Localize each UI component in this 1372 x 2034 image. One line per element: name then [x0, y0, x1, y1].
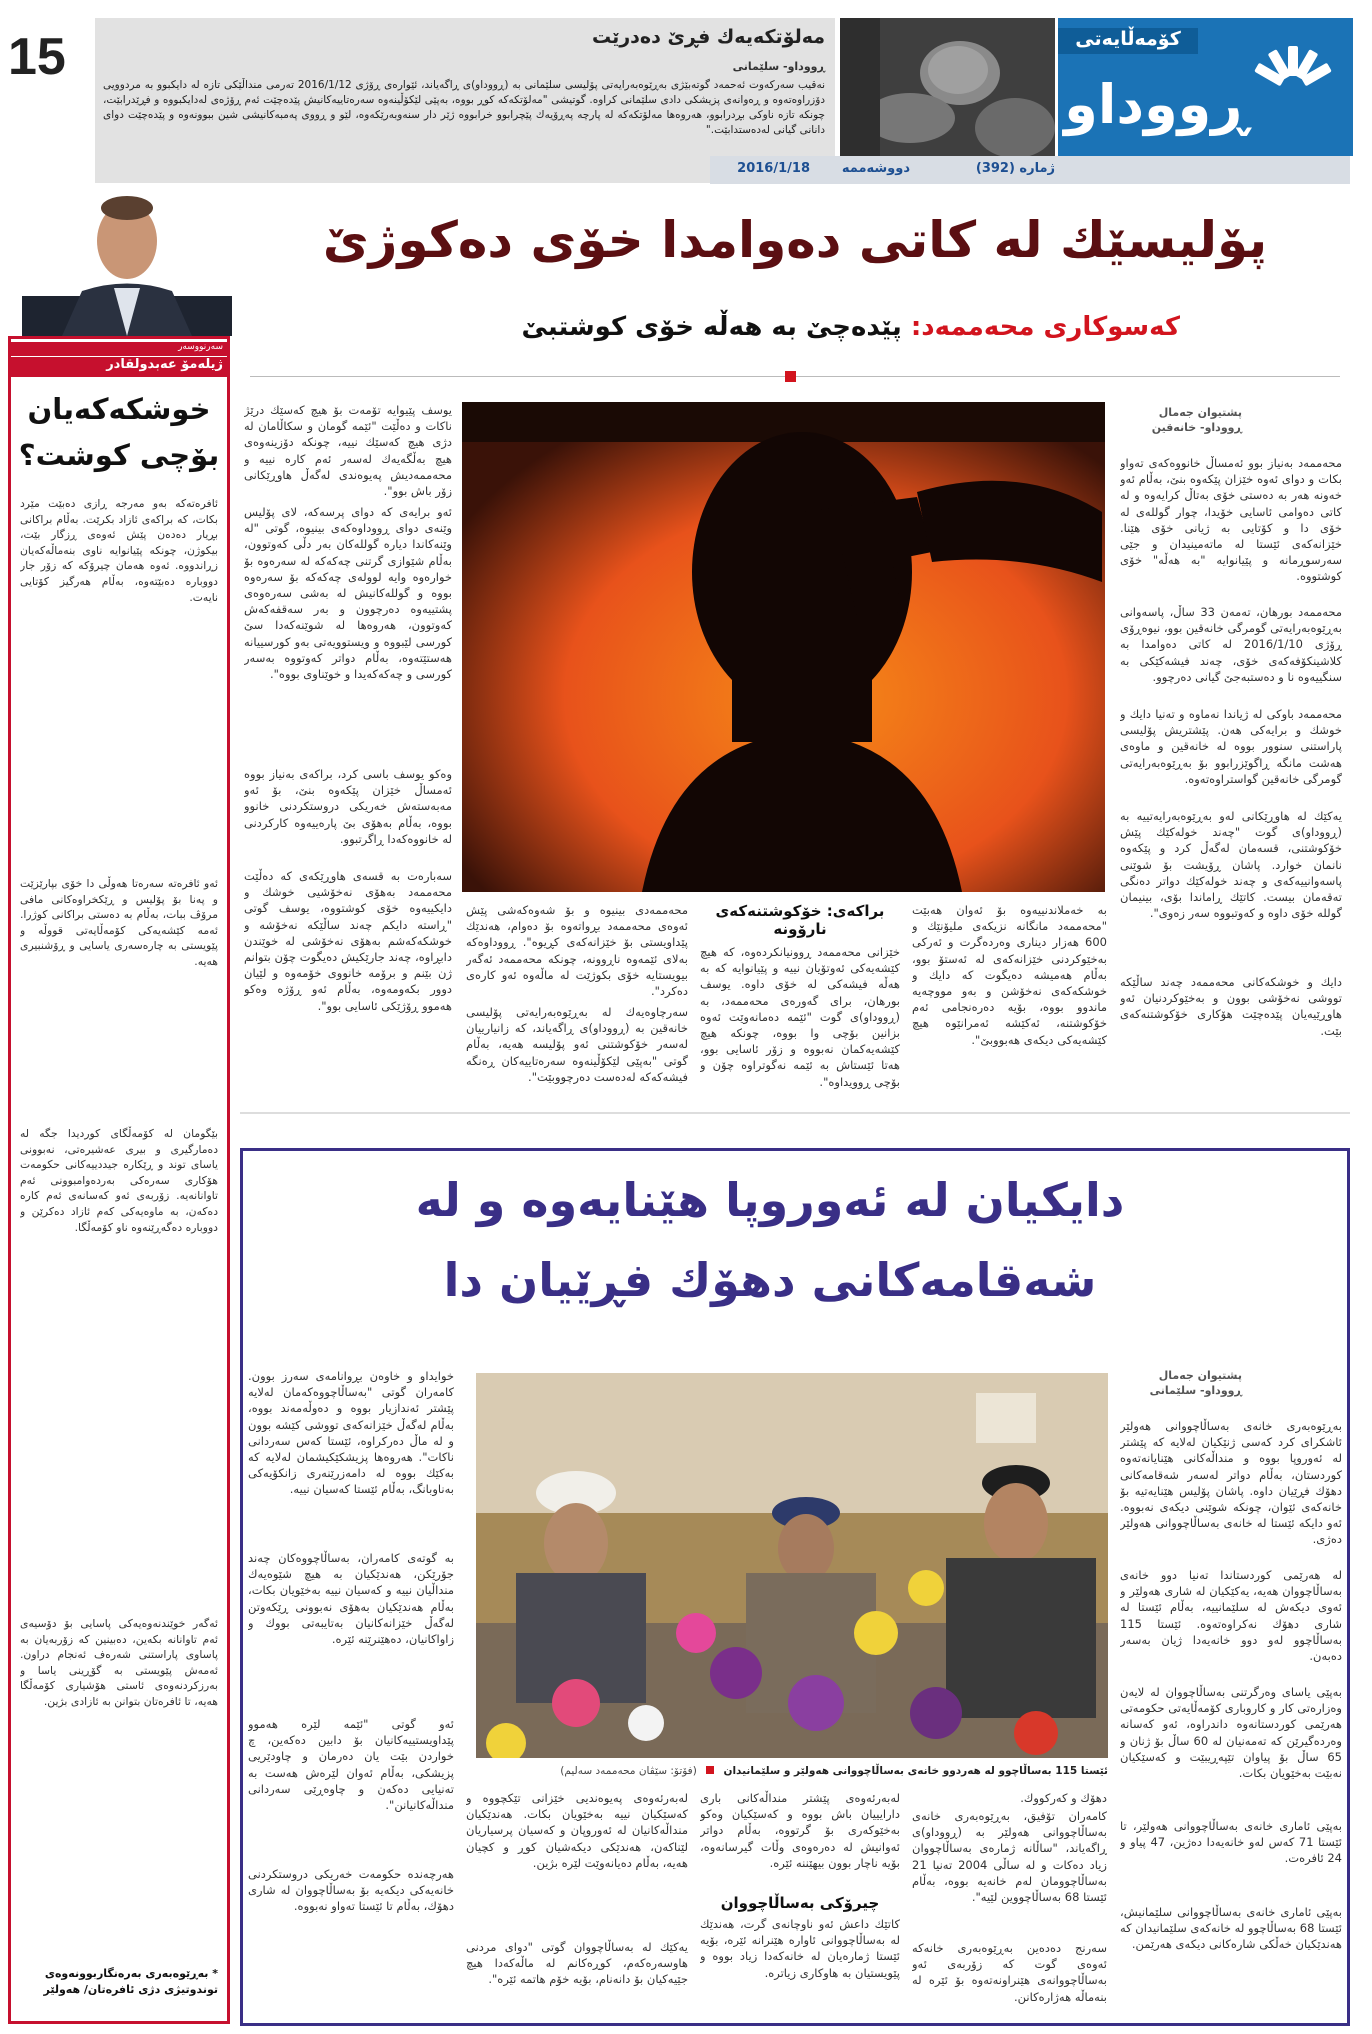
byline-name: پشتیوان جەمال [1158, 1369, 1242, 1382]
paragraph: كامەران تۆفیق، بەڕێوەبەری خانەی بەساڵاچووانی هەولێر بە (ڕووداو)ی ڕاگەیاند، "ساڵانە ژمارەی بەساڵاچووان زیاد دەكات و لە ساڵی 2004 تەنیا 21 بەساڵاچوومان لەم خانەیە بووە، بەڵام ئێستا 68 بەساڵاچووین لێیە". [912, 1809, 1107, 1905]
paragraph: كاتێك داعش ئەو ناوچانەی گرت، هەندێك لە بەساڵاچووانی ئاوارە هێنرانە ئێرە، بۆیە ئێستا ژمارەیان لە خانەكەدا زیاد بووە و پێویستیان بە هاوكاری زیاترە. [700, 1917, 900, 1980]
story1-column-4 [466, 902, 688, 1094]
paragraph: سەرچاوەیەك لە بەڕێوەبەرایەتی پۆلیسی خانەقین بە (ڕووداو)ی ڕاگەیاند، كە زانیارییان لەسەر خۆكوشتنی ئەو پۆلیسە هەیە، بەڵام گوتی "بەپێی لێكۆڵینەوە سەرەتاییەكان ڕەنگە فیشەكەكە لەدەست دەرچووبێت". [466, 1005, 688, 1084]
paragraph: یەكێك لە بەساڵاچووان گوتی "دوای مردنی هاوسەرەكەم، كوڕەكانم لە ماڵەكەدا هیچ جێیەكیان بۆ دانەنام، بۆیە خۆم هاتمە ئێرە". [466, 1940, 688, 1987]
column-paragraph: ئەو ئافرەتە سەرەتا هەوڵی دا خۆی بپارێزێت و پەنا بۆ پۆلیس و ڕێكخراوەكانی مافی مرۆڤ ببات، بەڵام بە دەستی براكانی كوژرا. ئەمە كێشەیەكی كۆمەڵایەتی قووڵە و پێویستی بە چارەسەری یاسایی و ڕۆشنبیری هەیە. [20, 877, 218, 968]
author-title: سەرنووسەر [11, 342, 227, 356]
paragraph: یوسف پێیوایە تۆمەت بۆ هیچ كەسێك درێژ ناكات و دەڵێت "ئێمە گومان و سكاڵامان لە دژی هیچ كەسێك نییە، چونكە دۆزینەوەی هیچ بەڵگەیەك لەسەر ئەم كارە نییە و محەممەدیش پەیوەندی لەگەڵ هاوڕێكانی زۆر باش بوو". [244, 403, 452, 499]
paragraph: خوایداو و خاوەن بڕوانامەی سەرز بوون. كامەران گوتی "بەساڵاچووەكەمان لەلایە پێشتر ئەندازیار بووە و دەوڵەمەند بووە، بەڵام لەگەڵ خێزانەكەی تووشی كێشە بوون و لە ماڵ دەركراوە، ئێستا كەس سەردانی ناكات". هەروەها پزیشكێكیشمان لەلایە كە بەكێك بووە لە دامەزرێنەری زانكۆیەكی بەناوبانگ، بەڵام ئێستا كەسیان نییە. [248, 1369, 454, 1497]
paragraph: بە گوتەی كامەران، بەساڵاچووەكان چەند جۆرێكن، هەندێكیان بە هیچ شێوەیەك منداڵیان نییە و كەسیان نییە بەخێویان بكات، بەڵام هەندێكیان بەهۆی نەبوونی ڕێكەوتن لەگەڵ خێزانەكانیان بەتایبەتی بووك و زاواكانیان، دەهێنرێنە ئێرە. [248, 1551, 454, 1647]
issue-date: 2016/1/18 [737, 161, 810, 176]
masthead [0, 0, 1372, 186]
issue-weekday: دووشەممە [841, 161, 910, 176]
photo-caption-mark [706, 1766, 714, 1774]
paragraph: سەبارەت بە قسەی هاوڕێكەی كە دەڵێت محەممەد بەهۆی نەخۆشیی خوشك و دایكییەوە خۆی كوشتووە، یوسف گوتی "ڕاستە دایكم چەند ساڵێكە نەخۆشە و خوشكەكەشم بەهۆی نەخۆشی لە خوێندن دابڕاوە، چەند جارێكیش دەیگوت چۆن بتوانم ژن بێنم و برۆمە خانووی خۆمەوە و لێیان دوور بكەومەوە، بەڵام ئەو ڕۆژە وەكو هەموو ڕۆژێكی ئاسایی بوو". [244, 869, 452, 1013]
column-paragraph: بێگومان لە كۆمەڵگای كوردیدا جگە لە دەمارگیری و بیری عەشیرەتی، نەبوونی یاسای توند و ڕێكارە جیددییەكانی حكومەت هۆكاری سەرەكی بەردەوامبوونی ئەم تاوانانەیە. زۆربەی ئەو كەسانەی ئەم كارە دەكەن، بە ماوەیەكی كەم ئازاد دەكرێن و دووبارە دەگەڕێنەوە ناو كۆمەڵگا. [20, 1127, 218, 1234]
column-paragraph: ئەگەر خوێندنەوەیەكی پاسایی بۆ دۆسیەی ئەم تاوانانە بكەین، دەبینین كە زۆربەیان بە پاساوی پاراستنی شەرەف ئەنجام دراون. ئەمەش پێویستی بە گۆڕینی یاسا و بەرزكردنەوەی ئاستی هۆشیاری كۆمەڵگا هەیە، تا ئافرەتان بتوانن بە ئازادی بژین. [20, 1617, 218, 1708]
story1-column-2 [912, 902, 1107, 1094]
author-name: ژیلەمۆ عەبدولقادر [11, 357, 227, 377]
paragraph: محەممەدی بینیوە و بۆ شەوەكەشی پێش ئەوەی محەممەد بڕواتەوە بۆ دەوام، هەندێك پێداویستی بۆ خێزانەكەی كڕیوە". ڕووداوەكە بەلای ئێمەوە ناڕوونە، چونكە محەممەد ئەگەر بیویستایە خۆی بكوژێت لە ماڵەوە ئەو كارەی دەكرد". [466, 903, 688, 999]
baby-photo [840, 18, 1055, 156]
paragraph: محەممەد بەنیاز بوو ئەمساڵ خانووەكەی تەواو بكات و دوای ئەوە خێزان پێكەوە بنێ، بەڵام ئەو خەونە هەر بە دەستی خۆی بەتاڵ كرایەوە و لە كاتی دەوامی ئاسایی خۆیدا، چوار گوللەی لە خۆی دا و كۆتایی بە ژیانی خۆی هێنا. خێزانەكەی ئێستا لە ماتەمینیدان و جێی سەرسوڕمانە و پێیانوایە "بە هەڵە" خۆی كوشتووە. [1120, 456, 1342, 584]
paragraph: لەبەرئەوەی پەیوەندیی خێزانی تێكچووە و كەسێكیان نییە بەخێویان بكات. هەندێكیان منداڵەكانیان لە ئەوروپان و كەسیان پرسیاریان لێناكەن، هەندێكی دیكەشیان كوڕ و كچیان هەیە، بەڵام دەیانەوێت لێرە بژین. [466, 1791, 688, 1870]
paragraph: یەكێك لە هاوڕێكانی لەو بەڕێوەبەرایەتییە بە (ڕووداو)ی گوت "چەند خولەكێك پێش خۆكوشتنی، قسەمان لەگەڵ كرد و پێكەوە نانمان خوارد. پاشان ڕۆیشت بۆ شوێنی پاسەوانییەكەی و چەند خولەكێك دواتر دەنگی تەقەمان بیست. كاتێك ڕاماندا بۆی، بینیمان گوللە خۆی داوە و كەوتبووە سەر زەوی". [1120, 809, 1342, 921]
paragraph: وەكو یوسف باسی كرد، براكەی بەنیاز بووە ئەمساڵ خێزان پێكەوە بنێ، بۆ ئەو مەبەستەش خەریكی دروستكردنی خانوو بووە، بەڵام بەهۆی بێ پارەییەوە كاركردنی لە خانووەكەدا ڕاگرتبوو. [244, 767, 452, 846]
top-story-byline: ڕووداو- سلێمانی [732, 60, 825, 73]
column-title: خوشكەكەیان بۆچی كوشت؟ [18, 392, 220, 472]
column-footer: * بەڕێوەبەری بەرەنگاربوونەوەی توندوتیژی دژی ئافرەتان/ هەولێر [43, 1967, 218, 1996]
paragraph: هەرچەندە حكومەت خەریكی دروستكردنی خانەیەكی دیكەیە بۆ بەساڵاچووان لە شاری دهۆك، بەڵام تا ئێستا تەواو نەبووە. [248, 1867, 454, 1914]
paragraph: بەپێی ئاماری خانەی بەساڵاچووانی هەولێر، تا ئێستا 71 كەس لەو خانەیەدا دەژین، 47 پیاو و 24 ئافرەت. [1120, 1819, 1342, 1866]
paragraph: محەممەد بورهان، تەمەن 33 ساڵ، پاسەوانی بەڕێوەبەرایەتی گومرگی خانەقین بوو، نیوەڕۆی ڕۆژی 2016/1/10 لە كاتی دەوامدا بە كلاشینكۆفەكەی خۆی، چەند فیشەكێكی بە سنگییەوە نا و دەستبەجێ گیانی دەرچوو. [1120, 605, 1342, 684]
brand-name: ڕووداو [1064, 73, 1248, 136]
story2-column-3 [700, 1790, 900, 2018]
paragraph: دایك و خوشكەكانی محەممەد چەند ساڵێكە تووشی نەخۆشی بوون و بەخێوكردنیان ئەو هاوڕێیەیان پێدەچێت هۆكاری خۆكوشتنەكەی بێت. [1120, 975, 1342, 1038]
photo-caption: ئێستا 115 بەساڵاچوو لە هەردوو خانەی بەساڵاچووانی هەولێر و سلێمانیدان [723, 1765, 1108, 1777]
column-paragraph: ئافرەتەكە بەو مەرجە ڕازی دەبێت مێرد بكات، كە براكەی ئازاد بكرێت. بەڵام براكانی بڕیار دەدەن پێش ئەوەی ڕزگار بێت، بیكوژن، چونكە پێیانوایە ناوی بنەماڵەكەیان زڕاندووە. ئەوە هەمان چیرۆكە كە زۆر جار دووبارە دەبێتەوە، بەڵام هەرگیز كۆتایی نایەت. [20, 497, 218, 604]
story2-byline [1120, 1368, 1242, 1402]
brand-logo [1058, 18, 1353, 156]
story2-divider [240, 1112, 1350, 1114]
top-story-body: نەقیب سەركەوت ئەحمەد گوتەبێژی بەڕێوەبەرایەتی پۆلیسی سلێمانی بە (ڕووداو)ی ڕاگەیاند، ئێوارەی ڕۆژی 2016/1/12 تەرمی منداڵێكی تازە لە دایكبوو بە مردوویی دۆزراوەتەوە و ڕەوانەی پزیشكی دادی سلێمانی كراوە. گوتیشی "مەلۆتكەكە كوڕ بووە، بەپێی لێكۆڵینەوە سەرەتاییەكانیش پێدەچێت ئەم ڕۆژەی لەدایكبووە و فڕێدرابێت، چونكە تازە ناوكی بڕدرابوو، هەروەها مەلۆتكەكە لە پارچە پەڕۆیەك پێچرابوو خرابووە ژێر دار سنەوبەرێكەوە، لێو و ڕووی پەمبەكانیشی شین ببوونەوە و پێدەچێت دوای دانانی گیانی لەدەستدابێت." [103, 79, 825, 136]
paragraph: سەرنج دەدەین بەڕێوەبەری خانەكە ئەوەی گوت كە زۆربەی ئەو بەساڵاچووانەی هێنراونەتەوە بۆ ئێرە لە بنەماڵە هەژارەكانن. [912, 1941, 1107, 2004]
issue-number: ژمارە (392) [975, 161, 1055, 176]
byline-place: ڕووداو- سلێمانی [1149, 1384, 1242, 1397]
paragraph: محەممەد باوكی لە ژیاندا نەماوە و تەنیا دایك و خوشك و برایەكی هەن. پێشتریش پۆلیسی پاراستنی سنوور بووە لە خانەقین و ماوەی هەشت مانگە ڕاگوێزرابوو بۆ بەڕێوەبەرایەتی گومرگی خانەقین گواستراوەتەوە. [1120, 707, 1342, 786]
byline-place: ڕووداو- خانەقین [1151, 421, 1242, 434]
paragraph: بە خەملاندنییەوە بۆ ئەوان هەبێت "محەممەد مانگانە نزیكەی ملیۆنێك و 600 هەزار دیناری وەردەگرت و ئەركی بەخێوكردنی خێزانەكەی لە ئەستۆ بوو، بەڵام هەمیشە دەیگوت كە دایك و خوشكەكەی نەخۆشن و بەو مووچەیە ماندوو بووە، بۆیە دەرەنجامی ئەم خۆكوشتنە، ئەكێشە ئەمرانێوە هیچ كێشەیەكی دیكەی هەبووبێ". [912, 903, 1107, 1047]
photo-credit: (فۆتۆ: سێڤان محەممەد سەلیم) [560, 1765, 697, 1777]
story2-column-4 [466, 1790, 688, 2018]
story1-byline [1120, 405, 1242, 439]
story2-column-right [1120, 1418, 1342, 2018]
story1-headline: پۆلیسێك لە كاتی دەوامدا خۆی دەكوژێ [322, 211, 1268, 269]
top-story-title: مەلۆتكەیەك فڕێ دەدرێت [591, 26, 825, 48]
story1-subhead [240, 308, 1180, 346]
paragraph: دهۆك و كەركووك. [1020, 1791, 1107, 1805]
subhead-text: پێدەچێ بە هەڵە خۆی كوشتبێ [521, 312, 902, 342]
story1-column-right [1120, 455, 1342, 1095]
paragraph: لەبەرئەوەی پێشتر منداڵەكانی باری دارایییان باش بووە و كەسێكیان وەكو بەخێوكەری بۆ گرتووە، بەڵام دواتر ئەوانیش لە دەرەوەی وڵات گیرسانەوە، بۆیە ناچار بوون بیهێننە ئێرە. [700, 1791, 900, 1870]
story1-photo [462, 402, 1105, 892]
paragraph: خێزانی محەممەد ڕوونیانكردەوە، كە هیچ كێشەیەكی ئەوتۆیان نییە و پێیانوایە كە بە هەڵە فیشەكی لە خۆی داوە. یوسف بورهان، برای گەورەی محەممەد، بە (ڕووداو)ی گوت "ئێمە دەمانەوێت ئەوە بزانین بۆچی وا بووە، چونكە هیچ كێشەیەكمان نەبووە و زۆر ئاسایی بوو، هەتا ئێستاش بە ئێمە نەگوتراوە چۆن و بۆچی ڕوویداوە". [700, 945, 900, 1089]
subhead-person: كەسوكاری محەممەد: [910, 312, 1180, 342]
story2-column-2 [912, 1790, 1107, 2018]
story2-photo [476, 1373, 1108, 1758]
story1-column-left [244, 402, 452, 1094]
column-sidebar [8, 186, 230, 2026]
subheading: چیرۆكی بەساڵاچووان [720, 1894, 880, 1912]
page-number: 15 [8, 28, 66, 86]
paragraph: بەپێی ئاماری خانەی بەساڵاچووانی سلێمانیش، ئێستا 68 بەساڵاچوو لە خانەكەی سلێمانیدان كە هەندێكیان خەڵكی شارەكانی دیكەی هەرێمن. [1120, 1905, 1342, 1952]
story1-column-3 [700, 902, 900, 1094]
paragraph: لە هەرێمی كوردستاندا تەنیا دوو خانەی بەساڵاچووان هەیە، یەكێكیان لە شاری هەولێر و ئەوی دیكەش لە سلێمانییە، بەڵام ئێستا لە شاری دهۆك نەكراوەتەوە. ئێستا 115 بەساڵاچوو لەو دوو خانەیەدا ژیان بەسەر دەبەن. [1120, 1568, 1342, 1664]
photo-caption-bar [476, 1760, 1108, 1782]
headline-divider-mark [785, 371, 796, 382]
section-name: كۆمەڵایەتی [1058, 28, 1198, 54]
subheading: براكەی: خۆكوشتنەكەی نارۆونە [715, 902, 885, 938]
byline-name: پشتیوان جەمال [1158, 406, 1242, 419]
paragraph: ئەو گوتی "ئێمە لێرە هەموو پێداویستییەكانیان بۆ دابین دەكەین، چ خواردن بێت یان دەرمان و چاودێریی پزیشكی، بەڵام ئەوان لێرەش هەست بە تەنیایی دەكەن و چاوەڕێی سەردانی منداڵەكانیانن". [248, 1717, 454, 1813]
paragraph: ئەو برایەی كە دوای پرسەكە، لای پۆلیس وێنەی دوای ڕووداوەكەی بینیوە، گوتی "لە وێنەكاندا دیارە گوللەكان بەر دڵی كەوتوون، بەڵام شێوازی گرتنی چەكەكە لە سەرەوە بۆ خوارەوە وایە لوولەی چەكەكە بۆ سەرەوە بووە و گوللەكانیش لە بەشی سەرەوەی پشتییەوە دەرچوون و بەر سەقفەكەش كەوتوون، هەروەها لە شوێنەكەدا سێ كورسی لێبووە و ویستوویەتی بەو كورسییانە هەستێتەوە، بەڵام دواتر كەوتووە بەسەر كورسی و چەكەكەیدا و خوێناوی بووە". [244, 505, 452, 682]
story2-headline: دایكیان لە ئەوروپا هێنایەوە و لە شەقامەكانی دهۆك فڕێیان دا [415, 1173, 1125, 1307]
paragraph: بەپێی یاسای وەرگرتنی بەساڵاچووان لە لایەن وەزارەتی كار و كاروباری كۆمەڵایەتی حكومەتی هەرێمی كوردستانەوە داندراوە، ئەو كەسانە وەردەگیرێن كە تەمەنیان لە 60 ساڵ بۆ ژنان و 65 ساڵ بۆ پیاوان تێپەڕیبێت و كەسێكیان نەبێت بەخێویان بكات. [1120, 1685, 1342, 1781]
author-photo [22, 186, 232, 336]
paragraph: بەڕێوەبەری خانەی بەساڵاچووانی هەولێر ئاشكرای كرد كەسی ژنێكیان لەلایە كە پێشتر لە ئەوروپا بووە و منداڵەكانی هێنایانەتەوە كوردستان، بەڵام دواتر لەسەر شەقامەكانی دهۆك فڕێیان داوە. پاشان پۆلیس هێنایەتیە بۆ خانەكەی ئێوان، چونكە شوێنی دیكەی نەبووە. ئەو دایكە ئێستا لە خانەی بەساڵاچووانی هەولێر دەژی. [1120, 1419, 1342, 1547]
story2-column-left [248, 1368, 454, 2018]
